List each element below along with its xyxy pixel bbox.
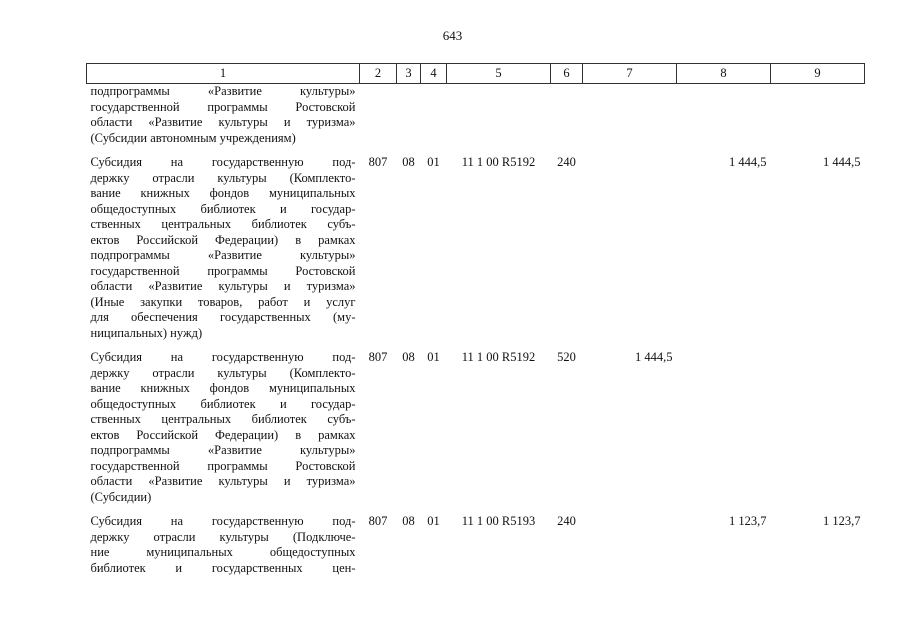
description-line: (Субсидии) [90,489,152,504]
description-line: (Иные закупки товаров, работ и услуг [90,294,356,309]
header-col-6: 6 [551,64,583,84]
description-line: подпрограммы «Развитие культуры» [90,443,356,457]
page-number: 643 [442,28,463,43]
amount-col-9 [771,350,865,505]
ministry-code: 807 [368,514,388,528]
description-line: вание книжных фондов муниципальных [90,381,356,395]
target-article-code [447,84,551,147]
section-code: 08 [402,155,415,169]
amount-col-9 [771,84,865,147]
row-description [87,514,360,576]
description-line: для обеспечения государственных (му- [90,310,356,324]
row-description [87,155,360,341]
description-line: области «Развитие культуры и туризма» [90,279,356,293]
row-spacer [87,505,865,514]
budget-table-container [86,63,864,576]
target-article-code: 11 1 00 R5193 [461,514,536,528]
subsection-code [421,84,447,147]
description-line: государственной программы Ростовской [90,99,356,114]
header-col-1: 1 [87,64,360,84]
description-line: общедоступных библиотек и государ- [90,201,356,216]
description-line: Субсидия на государственную под- [90,350,356,364]
description-line: государственной программы Ростовской [90,458,356,473]
description-line: ние муниципальных общедоступных [90,545,356,559]
amount-col-8 [677,84,771,147]
table-row [87,514,865,576]
amount-col-7 [583,514,677,576]
amount-col-9: 1 444,5 [823,155,861,169]
header-col-4: 4 [421,64,447,84]
section-code: 08 [402,350,415,364]
header-row [87,64,865,84]
description-line: держку отрасли культуры (Комплекто- [90,365,356,380]
description-line: подпрограммы «Развитие культуры» [90,84,356,98]
row-description [87,84,360,147]
table-row [87,84,865,147]
description-line: ектов Российской Федерации) в рамках [90,427,356,442]
description-line: (Субсидии автономным учреждениям) [90,130,296,145]
table-row [87,155,865,341]
budget-table [86,63,865,576]
amount-col-7: 1 444,5 [635,350,673,364]
header-col-2: 2 [360,64,397,84]
row-spacer [87,341,865,350]
ministry-code: 807 [368,350,388,364]
description-line: общедоступных библиотек и государ- [90,396,356,411]
description-line: Субсидия на государственную под- [90,155,356,169]
header-col-3: 3 [397,64,421,84]
section-code: 08 [402,514,415,528]
description-line: ственных центральных библиотек субъ- [90,217,356,231]
target-article-code: 11 1 00 R5192 [461,350,536,364]
header-col-8: 8 [677,64,771,84]
amount-col-8: 1 444,5 [729,155,767,169]
amount-col-9: 1 123,7 [823,514,861,528]
subsection-code: 01 [427,350,440,364]
description-line: государственной программы Ростовской [90,263,356,278]
table-row [87,350,865,505]
expense-type-code: 520 [557,350,576,364]
expense-type-code [551,84,583,147]
amount-col-7 [583,84,677,147]
header-col-5: 5 [447,64,551,84]
amount-col-7 [583,155,677,341]
expense-type-code: 240 [557,155,576,169]
ministry-code [360,84,397,147]
target-article-code: 11 1 00 R5192 [461,155,536,169]
description-line: ектов Российской Федерации) в рамках [90,232,356,247]
description-line: держку отрасли культуры (Комплекто- [90,170,356,185]
row-description [87,350,360,505]
description-line: ственных центральных библиотек субъ- [90,412,356,426]
description-line: области «Развитие культуры и туризма» [90,115,356,129]
subsection-code: 01 [427,514,440,528]
description-line: вание книжных фондов муниципальных [90,186,356,200]
row-spacer [87,146,865,155]
description-line: области «Развитие культуры и туризма» [90,474,356,488]
section-code [397,84,421,147]
amount-col-8: 1 123,7 [729,514,767,528]
description-line: подпрограммы «Развитие культуры» [90,248,356,262]
amount-col-8 [677,350,771,505]
description-line: держку отрасли культуры (Подключе- [90,529,356,544]
expense-type-code: 240 [557,514,576,528]
description-line: библиотек и государственных цен- [90,560,356,575]
description-line: ниципальных) нужд) [90,325,203,340]
description-line: Субсидия на государственную под- [90,514,356,528]
header-col-7: 7 [583,64,677,84]
subsection-code: 01 [427,155,440,169]
header-col-9: 9 [771,64,865,84]
ministry-code: 807 [368,155,388,169]
